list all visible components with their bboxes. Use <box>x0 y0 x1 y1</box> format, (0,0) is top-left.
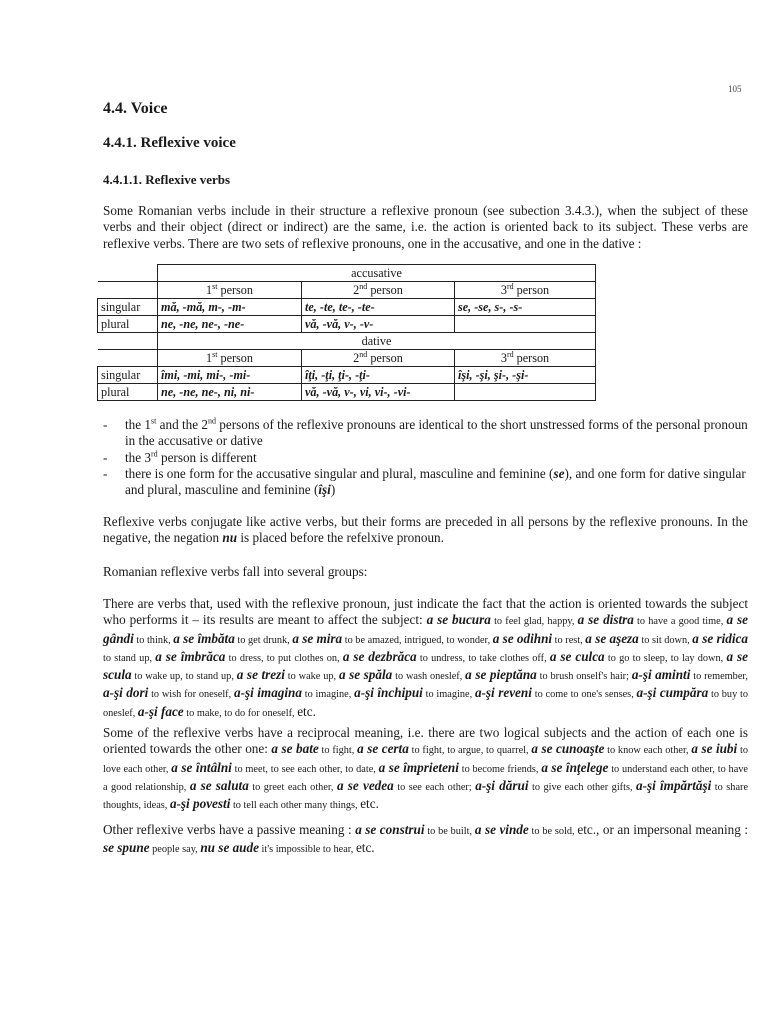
verb-gloss: to imagine, <box>301 689 355 701</box>
verb-gloss: to love each other, <box>103 745 748 775</box>
verb-gloss: to come to one's senses, <box>531 689 637 701</box>
bullet-dash: - <box>103 465 108 481</box>
verb-term: a se cunoaşte <box>531 741 605 757</box>
verb-term: a se iubi <box>691 741 738 757</box>
verb-gloss: to tell each other many things, <box>230 800 361 812</box>
group1-paragraph: There are verbs that, used with the reflexive pronoun, just indicate the fact that the action is oriented towards the subject who performs it – its results are meant to affect the subject: a se bucura to feel glad, happy, a se distra to have a good time, a se gândi to think, a se îmbăta to get drunk, a se mira to be amazed, intrigued, to wonder, a se odihni to rest, a se aşeza to sit down, a se ridica to stand up, a se îmbrăca to dress, to put clothes on, a se dezbrăca to undress, to take clothes off, a se culca to go to sleep, to lay down, a se scula to wake up, to stand up, a se trezi to wake up, a se spăla to wash oneslef, a se pieptăna to brush onself's hair; a-şi aminti to remember, a-şi dori to wish for oneself, a-şi imagina to imagine, a-şi închipui to imagine, a-şi reveni to come to one's senses, a-şi cumpăra to buy to oneslef, a-şi face to make, to do for oneself, etc. <box>103 596 749 719</box>
row-label: plural <box>98 384 158 401</box>
conjugation-paragraph: Reflexive verbs conjugate like active verbs, but their forms are preceded in all persons by the reflexive pronouns. In the negative, the negation nu is placed before the refelxive pronoun. <box>103 514 748 546</box>
pronoun-cell: îmi, -mi, mi-, -mi- <box>158 367 302 384</box>
verb-gloss: to rest, <box>552 634 586 646</box>
accusative-header: accusative <box>158 265 596 282</box>
verb-term: a se întâlni <box>171 759 232 775</box>
list-item: - there is one form for the accusative singular and plural, masculine and feminine (se), and one form for dative singular and plural, masculine and feminine (îşi) <box>103 465 746 498</box>
verb-gloss: to give each other gifts, <box>528 781 637 793</box>
verb-term: a se odihni <box>492 630 553 646</box>
row-label: singular <box>98 367 158 384</box>
verb-term: a se dezbrăca <box>342 648 417 664</box>
verb-gloss: to greet each other, <box>248 781 337 793</box>
verb-term: a se îmbrăca <box>155 648 226 664</box>
verb-gloss: to get drunk, <box>234 634 293 646</box>
verb-gloss: to remember, <box>690 671 748 683</box>
verb-gloss: to wish for oneself, <box>148 689 234 701</box>
verb-term: a-şi închipui <box>354 685 423 701</box>
verb-term: a se aşeza <box>585 630 639 646</box>
pronoun-cell: mă, -mă, m-, -m- <box>158 299 302 316</box>
verb-term: a se bucura <box>426 612 491 628</box>
verb-gloss: to buy to oneslef, <box>103 689 749 719</box>
verb-gloss: to see each other; <box>393 781 476 793</box>
table-corner <box>98 265 158 282</box>
table-corner <box>98 333 158 350</box>
verb-term: a se distra <box>577 612 634 628</box>
verb-term: a se scula <box>103 648 748 683</box>
group3-paragraph: Other reflexive verbs have a passive meaning : a se construi to be built, a se vinde to be sold, etc., or an impersonal meaning : se spune people say, nu se aude it's impossible to hear, etc. <box>103 822 748 856</box>
verb-term: a se culca <box>549 648 605 664</box>
group2-paragraph: Some of the reflexive verbs have a reciprocal meaning, i.e. there are two logical subjects and the action of each one is oriented towards the other one: a se bate to fight, a se certa to fight, to argue, to quarrel, a se cunoaşte to know each other, a se iubi to love each other, a se întâlni to meet, to see each other, to date, a se împrieteni to become friends, a se înţelege to understand each other, to have a good relationship, a se saluta to greet each other, a se vedea to see each other; a-şi dărui to give each other gifts, a-şi împărtăşi to share thoughts, ideas, a-şi povesti to tell each other many things, etc. <box>103 725 749 812</box>
verb-term: a se mira <box>292 630 343 646</box>
person-header: 3rd person <box>455 282 596 299</box>
person-header: 1st person <box>158 350 302 367</box>
bullet-dash: - <box>103 417 108 432</box>
dative-header: dative <box>158 333 596 350</box>
pronoun-cell: te, -te, te-, -te- <box>302 299 455 316</box>
reflexive-pronoun-table <box>97 264 596 401</box>
pronoun-cell: ne, -ne, ne-, ni, ni- <box>158 384 302 401</box>
person-header: 3rd person <box>455 350 596 367</box>
verb-gloss: to have a good time, <box>633 616 727 628</box>
verb-gloss: to brush onself's hair; <box>536 671 632 683</box>
verb-gloss: to wash oneslef, <box>392 671 466 683</box>
intro-paragraph: Some Romanian verbs include in their structure a reflexive pronoun (see subection 3.4.3.), when the subject of these verbs and their object (direct or indirect) are the same, i.e. the action is oriented back to its subject. These verbs are reflexive verbs. There are two sets of reflexive pronouns, one in the accusative, and one in the dative : <box>103 203 748 251</box>
verb-gloss: to feel glad, happy, <box>490 616 578 628</box>
verb-gloss: to become friends, <box>458 763 542 775</box>
verb-term: a se ridica <box>692 630 748 646</box>
list-item: - the 3rd person is different <box>103 449 257 465</box>
pronoun-cell <box>455 384 596 401</box>
verb-gloss: to meet, to see each other, to date, <box>231 763 379 775</box>
verb-gloss: to go to sleep, to lay down, <box>604 652 727 664</box>
verb-gloss: to dress, to put clothes on, <box>225 652 343 664</box>
verb-gloss: to fight, to argue, to quarrel, <box>408 745 532 757</box>
section-heading: 4.4. Voice <box>103 100 168 117</box>
verb-gloss: to undress, to take clothes off, <box>416 652 550 664</box>
verb-gloss: to understand each other, to have a good relationship, <box>103 763 748 793</box>
person-header: 1st person <box>158 282 302 299</box>
verb-term: a-şi cumpăra <box>636 685 709 701</box>
pronoun-cell: ne, -ne, ne-, -ne- <box>158 316 302 333</box>
verb-gloss: to know each other, <box>604 745 692 757</box>
groups-intro: Romanian reflexive verbs fall into several groups: <box>103 564 368 579</box>
verb-term: a se vedea <box>336 777 394 793</box>
verb-gloss: to stand up, <box>103 652 156 664</box>
subsubsection-heading: 4.4.1.1. Reflexive verbs <box>103 172 231 187</box>
verb-term: a-şi reveni <box>474 685 532 701</box>
row-label: plural <box>98 316 158 333</box>
verb-gloss: to imagine, <box>422 689 475 701</box>
verb-term: a-şi împărtăşi <box>636 777 712 793</box>
list-item: - the 1st and the 2nd persons of the reflexive pronouns are identical to the short unstressed forms of the personal pronoun in the accusative or dative <box>103 416 748 449</box>
pronoun-cell: vă, -vă, v-, vi, vi-, -vi- <box>302 384 455 401</box>
verb-term: a se pieptăna <box>465 667 537 683</box>
verb-term: a se spăla <box>338 667 393 683</box>
verb-gloss: to sit down, <box>638 634 693 646</box>
verb-term: a-şi dărui <box>475 777 529 793</box>
verb-term: a-şi dori <box>103 685 149 701</box>
verb-gloss: to wake up, to stand up, <box>131 671 237 683</box>
table-corner <box>98 350 158 367</box>
subsection-heading: 4.4.1. Reflexive voice <box>103 135 236 151</box>
verb-gloss: to make, to do for oneself, <box>183 707 298 719</box>
verb-term: a-şi aminti <box>631 667 691 683</box>
verb-term: a se certa <box>357 741 409 757</box>
verb-term: a se îmbăta <box>173 630 235 646</box>
verb-term: a se gândi <box>103 612 749 646</box>
verb-gloss: to be amazed, intrigued, to wonder, <box>342 634 493 646</box>
verb-term: a-şi povesti <box>169 796 231 812</box>
pronoun-cell: se, -se, s-, -s- <box>455 299 596 316</box>
row-label: singular <box>98 299 158 316</box>
verb-gloss: to fight, <box>318 745 358 757</box>
verb-term: a-şi face <box>137 703 184 719</box>
person-header: 2nd person <box>302 350 455 367</box>
pronoun-cell: vă, -vă, v-, -v- <box>302 316 455 333</box>
table-corner <box>98 282 158 299</box>
person-header: 2nd person <box>302 282 455 299</box>
verb-gloss: to think, <box>133 634 174 646</box>
verb-term: a se înţelege <box>541 759 609 775</box>
verb-term: a-şi imagina <box>233 685 302 701</box>
verb-term: a se saluta <box>189 777 249 793</box>
pronoun-cell: îţi, -ţi, ţi-, -ţi- <box>302 367 455 384</box>
page-number: 105 <box>728 84 742 94</box>
verb-gloss: to wake up, <box>284 671 339 683</box>
verb-term: a se bate <box>271 741 319 757</box>
pronoun-cell <box>455 316 596 333</box>
verb-term: a se împrieteni <box>378 759 459 775</box>
notes-list <box>103 417 748 498</box>
verb-gloss: to share thoughts, ideas, <box>103 781 749 812</box>
pronoun-cell: îşi, -şi, şi-, -şi- <box>455 367 596 384</box>
bullet-dash: - <box>103 449 108 465</box>
verb-term: a se trezi <box>236 667 285 683</box>
